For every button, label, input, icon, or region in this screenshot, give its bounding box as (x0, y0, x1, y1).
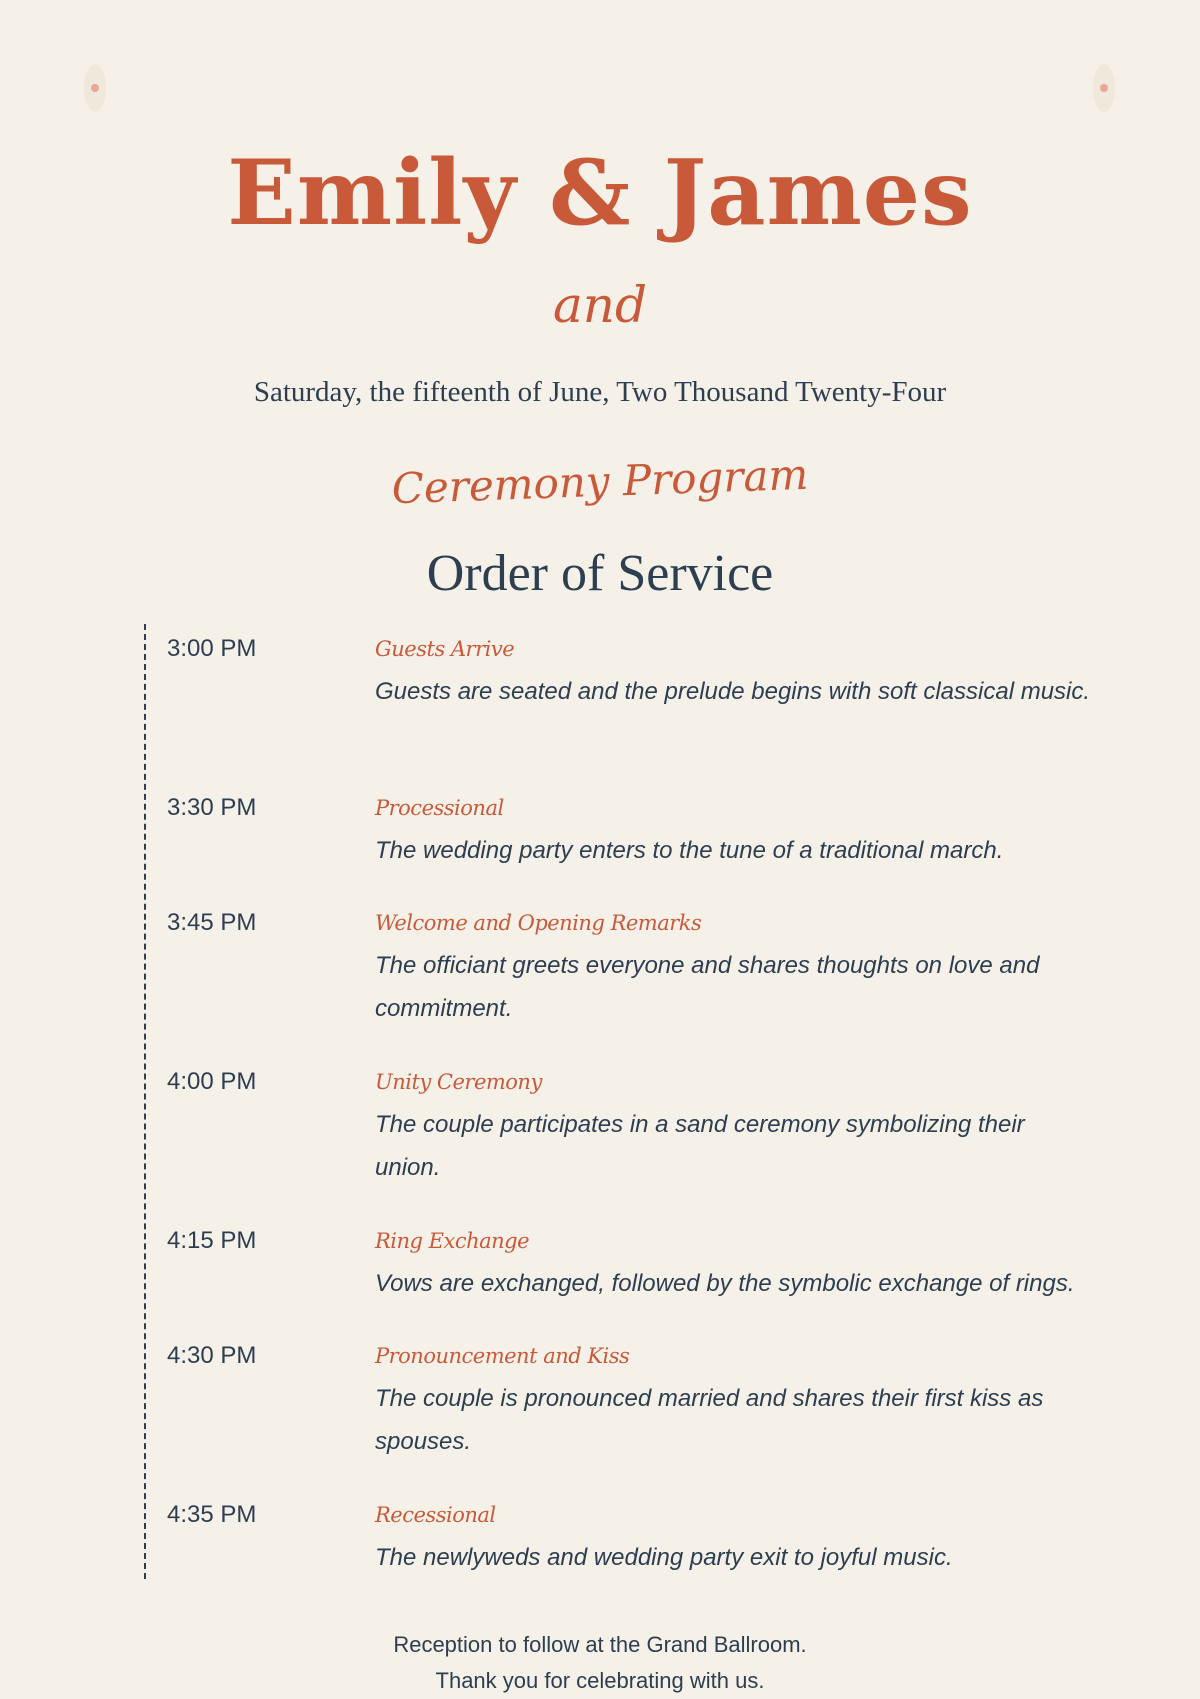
order-of-service-timeline (144, 624, 1096, 1579)
event-title: Recessional (375, 1503, 496, 1527)
ornament-dot (91, 84, 99, 92)
reception-note: Reception to follow at the Grand Ballroom. (393, 1632, 807, 1657)
event-description: Vows are exchanged, followed by the symbolic exchange of rings. (375, 1270, 1075, 1297)
event-title: Guests Arrive (375, 637, 515, 661)
event-description: The officiant greets everyone and shares thoughts on love and commitment. (375, 952, 1040, 1022)
couple-names: Emily & James (227, 140, 973, 246)
event-time: 4:35 PM (167, 1501, 257, 1528)
conjunction: and (552, 276, 648, 334)
event-time: 3:45 PM (167, 909, 257, 936)
footer (0, 1627, 1200, 1699)
wedding-date: Saturday, the fifteenth of June, Two Thousand Twenty-Four (253, 376, 947, 408)
program-title: Ceremony Program (390, 449, 810, 514)
event-title: Processional (375, 796, 504, 820)
section-title: Order of Service (426, 545, 774, 602)
event-title: Ring Exchange (375, 1229, 530, 1253)
event-title: Unity Ceremony (375, 1070, 542, 1094)
event-description: The wedding party enters to the tune of a traditional march. (375, 837, 1004, 864)
event-description: The couple is pronounced married and shares their first kiss as spouses. (375, 1385, 1044, 1455)
event-description: The newlyweds and wedding party exit to joyful music. (375, 1544, 953, 1571)
event-time: 3:30 PM (167, 794, 257, 821)
event-description: Guests are seated and the prelude begins with soft classical music. (375, 678, 1091, 705)
event-time: 4:30 PM (167, 1342, 257, 1369)
ornament-dot (1100, 84, 1108, 92)
leaf-ornament-icon (1092, 64, 1116, 112)
thank-you-note: Thank you for celebrating with us. (435, 1668, 765, 1693)
leaf-ornament-icon (83, 64, 107, 112)
event-time: 3:00 PM (167, 635, 257, 662)
event-time: 4:15 PM (167, 1227, 257, 1254)
event-title: Welcome and Opening Remarks (375, 911, 702, 935)
event-title: Pronouncement and Kiss (375, 1344, 630, 1368)
event-description: The couple participates in a sand ceremony symbolizing their union. (375, 1111, 1025, 1181)
event-time: 4:00 PM (167, 1068, 257, 1095)
